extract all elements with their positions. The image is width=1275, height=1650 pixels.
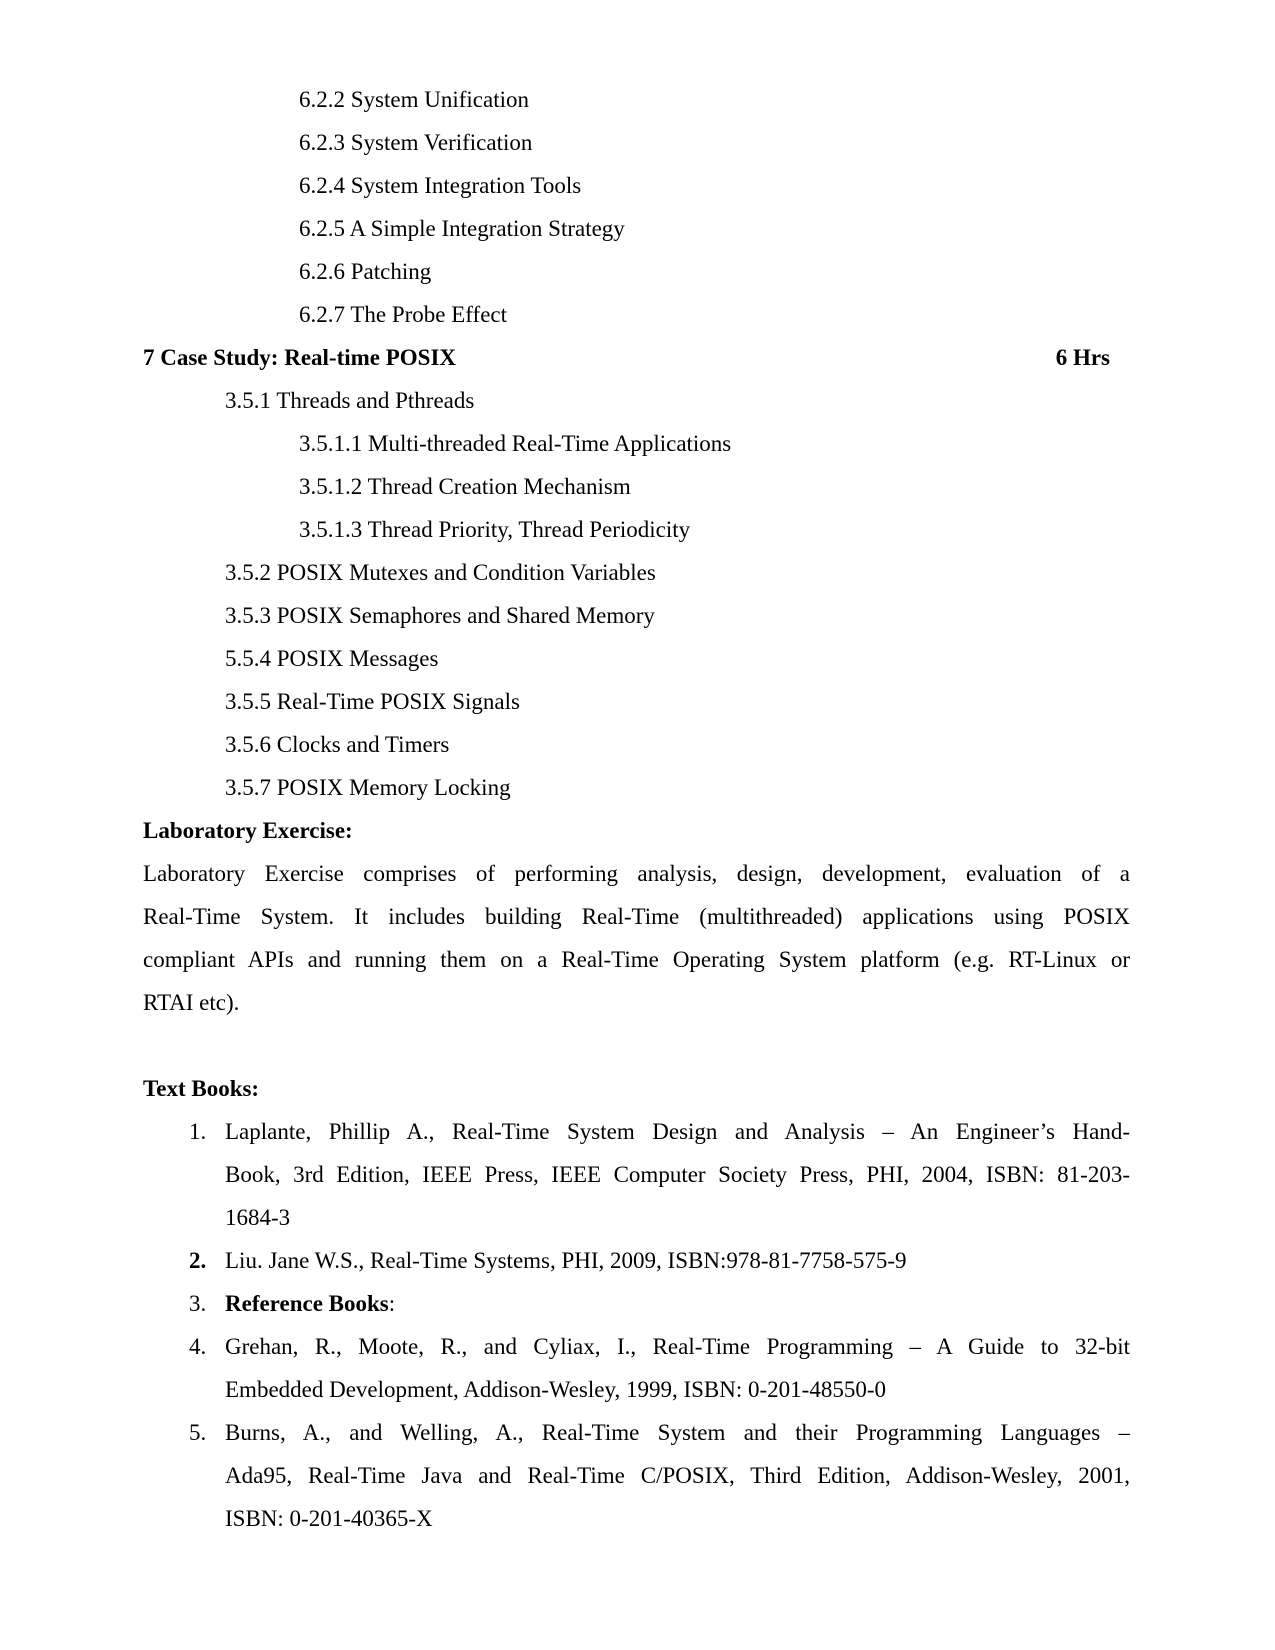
textbook-item-line: Liu. Jane W.S., Real-Time Systems, PHI, 2009, ISBN:978-81-7758-575-9 (225, 1248, 907, 1273)
textbook-item-line: Embedded Development, Addison-Wesley, 1999, ISBN: 0-201-48550-0 (225, 1377, 887, 1402)
textbook-item-3 (143, 1282, 1130, 1325)
textbook-item-line: Ada95, Real-Time Java and Real-Time C/POSIX, Third Edition, Addison-Wesley, 2001, (225, 1463, 1130, 1488)
textbook-item-line: ISBN: 0-201-40365-X (225, 1506, 433, 1531)
outline-item-355: 3.5.5 Real-Time POSIX Signals (225, 689, 520, 714)
outline-item-554: 5.5.4 POSIX Messages (225, 646, 439, 671)
outline-item-626: 6.2.6 Patching (299, 259, 432, 284)
textbook-item-number: 5. (189, 1420, 207, 1445)
outline-item-3513: 3.5.1.3 Thread Priority, Thread Periodicity (299, 517, 691, 542)
textbook-item-number: 4. (189, 1334, 207, 1359)
textbook-item-number: 2. (189, 1248, 207, 1273)
unit7-title: 7 Case Study: Real-time POSIX (143, 345, 457, 370)
outline-item-623: 6.2.3 System Verification (299, 130, 533, 155)
outline-item-356: 3.5.6 Clocks and Timers (225, 732, 450, 757)
outline-item-622: 6.2.2 System Unification (299, 87, 529, 112)
unit7-hours: 6 Hrs (1055, 345, 1110, 370)
laboratory-paragraph-line: RTAI etc). (143, 990, 240, 1015)
reference-books-label: Reference Books (225, 1291, 389, 1316)
laboratory-paragraph-line: Laboratory Exercise comprises of performing analysis, design, development, evaluation of a (143, 861, 1130, 886)
laboratory-paragraph-line: compliant APIs and running them on a Real-Time Operating System platform (e.g. RT-Linux or (143, 947, 1130, 972)
laboratory-heading: Laboratory Exercise: (143, 818, 353, 843)
outline-item-351: 3.5.1 Threads and Pthreads (225, 388, 475, 413)
textbook-item-1 (143, 1110, 1130, 1239)
textbook-item-line (225, 1282, 1130, 1325)
unit7-heading-row (143, 336, 1130, 379)
outline-item-352: 3.5.2 POSIX Mutexes and Condition Variables (225, 560, 656, 585)
reference-books-colon: : (388, 1291, 396, 1316)
outline-item-624: 6.2.4 System Integration Tools (299, 173, 582, 198)
textbook-item-number: 3. (189, 1291, 207, 1316)
textbook-item-number: 1. (189, 1119, 207, 1144)
syllabus-page (143, 0, 1130, 1540)
textbook-item-line: Laplante, Phillip A., Real-Time System Design and Analysis – An Engineer’s Hand- (225, 1119, 1130, 1144)
laboratory-paragraph-line: Real-Time System. It includes building Real-Time (multithreaded) applications using POSIX (143, 904, 1130, 929)
textbook-item-4 (143, 1325, 1130, 1411)
textbook-item-line: Grehan, R., Moote, R., and Cyliax, I., Real-Time Programming – A Guide to 32-bit (225, 1334, 1130, 1359)
outline-item-353: 3.5.3 POSIX Semaphores and Shared Memory (225, 603, 655, 628)
textbook-item-2 (143, 1239, 1130, 1282)
textbook-item-line: Book, 3rd Edition, IEEE Press, IEEE Computer Society Press, PHI, 2004, ISBN: 81-203- (225, 1162, 1130, 1187)
textbook-item-line: 1684-3 (225, 1205, 291, 1230)
textbook-item-5 (143, 1411, 1130, 1540)
outline-item-625: 6.2.5 A Simple Integration Strategy (299, 216, 625, 241)
outline-item-627: 6.2.7 The Probe Effect (299, 302, 508, 327)
outline-item-357: 3.5.7 POSIX Memory Locking (225, 775, 511, 800)
textbook-item-line: Burns, A., and Welling, A., Real-Time System and their Programming Languages – (225, 1420, 1130, 1445)
outline-item-3512: 3.5.1.2 Thread Creation Mechanism (299, 474, 631, 499)
textbooks-heading: Text Books: (143, 1076, 260, 1101)
outline-item-3511: 3.5.1.1 Multi-threaded Real-Time Applications (299, 431, 732, 456)
